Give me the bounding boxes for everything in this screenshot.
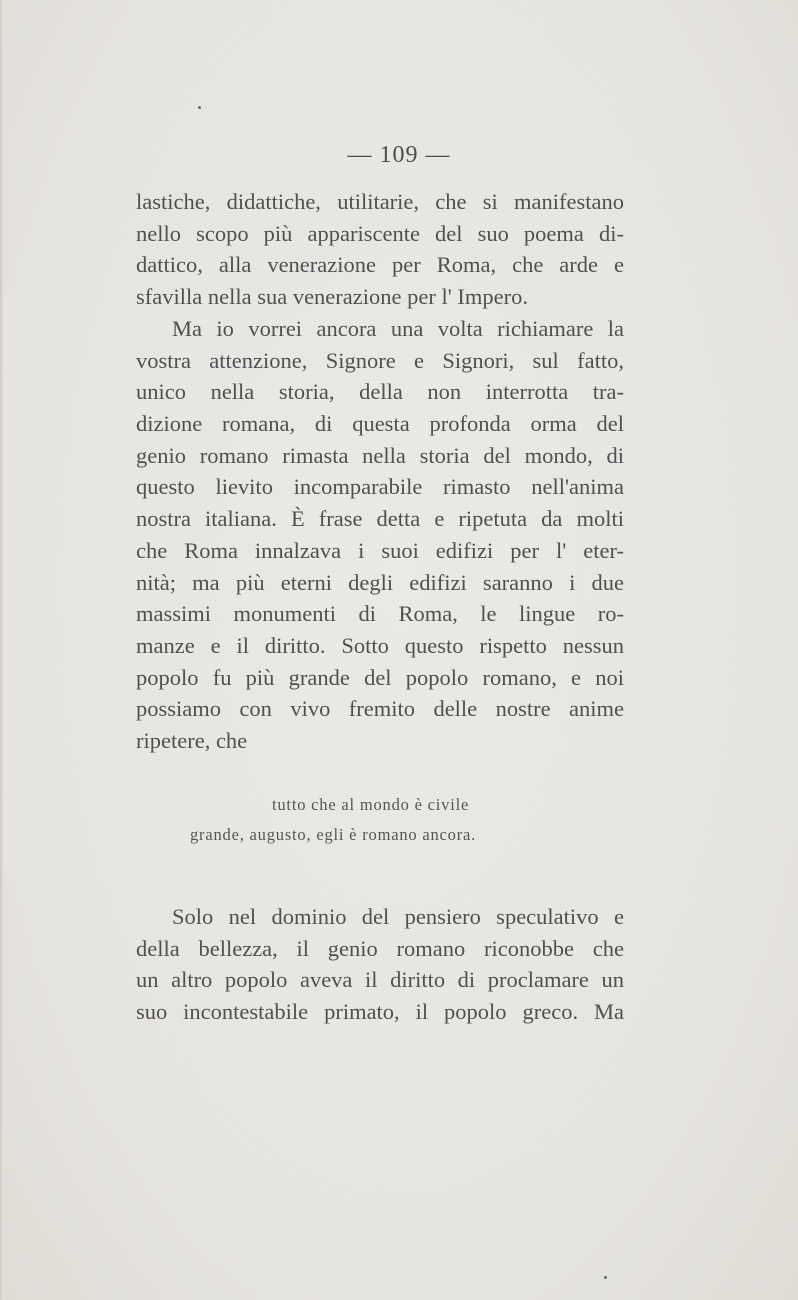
text-line: nello scopo più appariscente del suo poema di- — [136, 220, 624, 246]
text-line: vostra attenzione, Signore e Signori, sul fatto, — [136, 347, 624, 373]
paragraph-3 — [136, 901, 624, 1028]
page-edge-shadow — [0, 0, 4, 1300]
text-line: della bellezza, il genio romano riconobbe che — [136, 935, 624, 961]
verse-quotation — [190, 790, 530, 850]
text-line: unico nella storia, della non interrotta tra- — [136, 379, 624, 405]
text-line: sfavilla nella sua venerazione per l' Impero. — [136, 284, 529, 310]
text-line: massimi monumenti di Roma, le lingue ro- — [136, 601, 624, 627]
text-line: possiamo con vivo fremito delle nostre anime — [136, 696, 624, 722]
text-line: nità; ma più eterni degli edifizi saranno i due — [136, 569, 624, 595]
paragraph-2 — [136, 313, 624, 757]
text-line: dattico, alla venerazione per Roma, che arde e — [136, 252, 624, 278]
page-number: — 109 — — [347, 142, 451, 168]
text-line: manze e il diritto. Sotto questo rispetto nessun — [136, 632, 624, 658]
text-line: nostra italiana. È frase detta e ripetuta da molti — [136, 506, 624, 532]
text-line: Ma io vorrei ancora una volta richiamare la — [172, 316, 624, 341]
text-line: questo lievito incomparabile rimasto nell'anima — [136, 474, 624, 500]
text-line: suo incontestabile primato, il popolo greco. Ma — [136, 999, 624, 1025]
text-line: un altro popolo aveva il diritto di proclamare un — [136, 967, 624, 993]
text-line: Solo nel dominio del pensiero speculativo e — [172, 904, 624, 929]
text-line: ripetere, che — [136, 727, 248, 753]
quote-line-1: tutto che al mondo è civile — [272, 795, 470, 814]
text-line: lastiche, didattiche, utilitarie, che si manifestano — [136, 189, 624, 214]
text-line: genio romano rimasta nella storia del mondo, di — [136, 442, 624, 468]
text-line: popolo fu più grande del popolo romano, e noi — [136, 664, 624, 690]
text-line: che Roma innalzava i suoi edifizi per l' eter- — [136, 537, 624, 563]
paper-speck — [604, 1276, 607, 1279]
text-line: dizione romana, di questa profonda orma del — [136, 411, 624, 437]
paragraph-1 — [136, 186, 624, 313]
quote-line-2: grande, augusto, egli è romano ancora. — [190, 825, 477, 844]
paper-speck — [198, 106, 201, 109]
